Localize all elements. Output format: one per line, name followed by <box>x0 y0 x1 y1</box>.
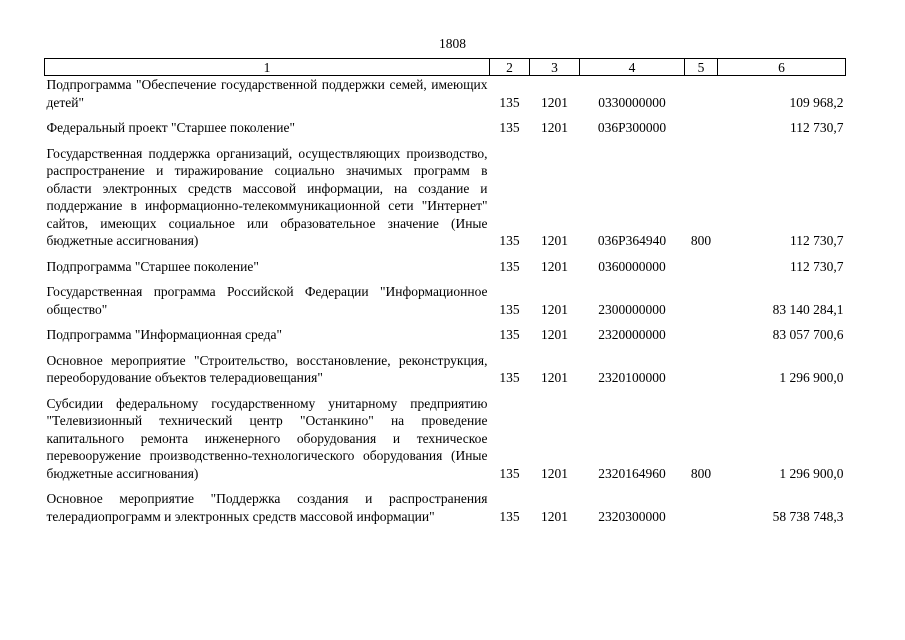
row-code-3: 1201 <box>541 301 568 317</box>
row-name: Подпрограмма "Старшее поколение" <box>46 258 259 274</box>
column-header-2: 2 <box>490 59 530 76</box>
table-row <box>45 76 846 112</box>
row-name: Государственная программа Российской Федерации "Информационное общество" <box>46 284 488 317</box>
row-amount: 83 057 700,6 <box>772 327 844 342</box>
row-name: Субсидии федеральному государственному унитарному предприятию "Телевизионный технический центр "Останкино" на проведение капитального ремонта инженерного оборудования и техническое перевооружение производственно-технологического оборудования (Иные бюджетные ассигнования) <box>46 395 488 481</box>
row-amount: 1 296 900,0 <box>779 370 844 385</box>
column-header-6: 6 <box>718 59 846 76</box>
row-code-5 <box>685 490 718 525</box>
table-row <box>45 119 846 137</box>
row-name: Федеральный проект "Старшее поколение" <box>46 120 296 135</box>
table-row <box>45 283 846 318</box>
row-code-4: 2320164960 <box>598 465 666 481</box>
column-header-5: 5 <box>685 59 718 76</box>
row-code-5 <box>685 119 718 137</box>
row-code-2: 135 <box>499 508 520 524</box>
row-amount: 83 140 284,1 <box>772 301 844 317</box>
table-row <box>45 490 846 525</box>
row-code-5: 800 <box>690 465 712 481</box>
row-code-3: 1201 <box>541 233 568 248</box>
budget-table <box>44 58 846 525</box>
row-amount: 58 738 748,3 <box>772 508 844 524</box>
row-code-2: 135 <box>499 233 520 248</box>
row-code-4: 2320000000 <box>598 327 666 342</box>
row-spacer <box>45 387 846 395</box>
row-spacer <box>45 344 846 352</box>
row-code-4: 0330000000 <box>598 94 666 110</box>
row-code-4: 036P364940 <box>597 233 667 248</box>
row-code-2: 135 <box>499 370 520 385</box>
column-header-1: 1 <box>45 59 490 76</box>
row-name: Государственная поддержка организаций, осуществляющих производство, распространение и тиражирование социально значимых программ в области электронных средств массовой информации, на создание и поддержание в информационно-телекоммуникационной сети "Интернет" сайтов, имеющих социальное или образовательное значение (Иные бюджетные ассигнования) <box>46 145 488 248</box>
row-spacer <box>45 275 846 283</box>
row-code-2: 135 <box>499 327 520 342</box>
row-amount: 1 296 900,0 <box>779 465 844 481</box>
row-amount: 112 730,7 <box>790 120 844 135</box>
table-row <box>45 145 846 250</box>
row-code-5 <box>685 283 718 318</box>
row-code-3: 1201 <box>541 370 568 385</box>
row-spacer <box>45 111 846 119</box>
row-code-5 <box>685 326 718 344</box>
column-header-4: 4 <box>580 59 685 76</box>
row-code-2: 135 <box>499 94 520 110</box>
row-code-3: 1201 <box>541 94 568 110</box>
table-row <box>45 326 846 344</box>
row-code-2: 135 <box>499 120 520 135</box>
page-number: 1808 <box>439 36 466 51</box>
row-spacer <box>45 250 846 258</box>
row-amount: 109 968,2 <box>789 94 844 110</box>
row-code-3: 1201 <box>541 508 568 524</box>
row-code-3: 1201 <box>541 120 568 135</box>
row-name: Подпрограмма "Информационная среда" <box>46 327 282 342</box>
row-amount: 112 730,7 <box>790 258 844 274</box>
row-spacer <box>45 318 846 326</box>
row-code-3: 1201 <box>541 465 568 481</box>
table-row <box>45 258 846 276</box>
row-code-4: 2320100000 <box>598 370 666 385</box>
row-code-4: 036P300000 <box>597 120 667 135</box>
row-code-3: 1201 <box>541 258 568 274</box>
table-row <box>45 352 846 387</box>
table-header-row <box>45 59 846 76</box>
row-code-3: 1201 <box>541 327 568 342</box>
row-amount: 112 730,7 <box>790 233 844 248</box>
row-code-2: 135 <box>499 258 520 274</box>
row-code-5 <box>685 76 718 112</box>
row-code-2: 135 <box>499 465 520 481</box>
row-code-4: 0360000000 <box>598 258 666 274</box>
row-code-5 <box>685 352 718 387</box>
column-header-3: 3 <box>530 59 580 76</box>
row-code-2: 135 <box>499 301 520 317</box>
row-code-4: 2320300000 <box>598 508 666 524</box>
row-name: Основное мероприятие "Строительство, восстановление, реконструкция, переоборудование объектов телерадиовещания" <box>46 352 488 385</box>
row-spacer <box>45 137 846 145</box>
table-row <box>45 395 846 483</box>
row-spacer <box>45 482 846 490</box>
row-code-5: 800 <box>690 233 712 248</box>
row-code-5 <box>685 258 718 276</box>
row-name: Подпрограмма "Обеспечение государственной поддержки семей, имеющих детей" <box>46 77 488 110</box>
row-name: Основное мероприятие "Поддержка создания и распространения телерадиопрограмм и электронных средств массовой информации" <box>46 491 488 524</box>
row-code-4: 2300000000 <box>598 301 666 317</box>
